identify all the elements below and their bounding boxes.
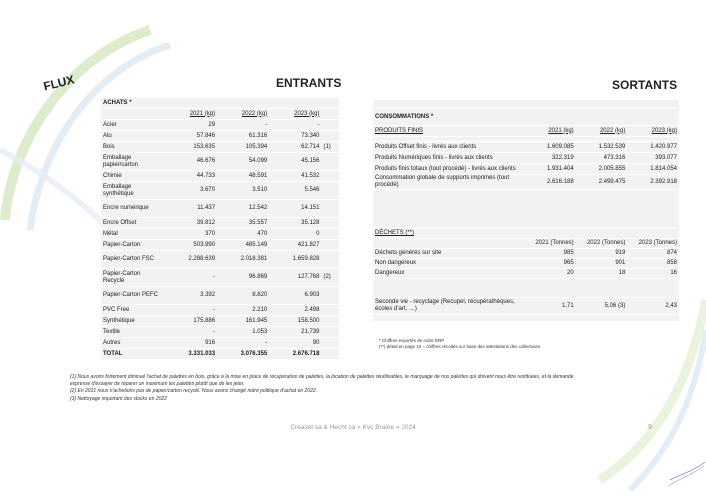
row-note [321,200,339,218]
table-row [373,164,679,175]
entrants-heading: ENTRANTS [276,76,342,90]
value-2023: 21.739 [269,327,321,338]
seconde-vie-2021: 1,71 [524,298,576,315]
value-2022: 35.557 [217,218,269,229]
table-row [101,240,339,251]
table-row [101,229,339,240]
sortants-heading: SORTANTS [612,78,678,92]
table-row [373,100,679,109]
row-note [321,327,339,338]
value-2023: 6.903 [269,287,321,305]
value-2021: 2.616.188 [524,175,576,190]
value-2021: 57.846 [165,131,217,142]
footnote-2: (2) En 2021 nous n'achetions pas de papier/carton recyclé. Nous avons changé notre politique d'achat en 2022. [70,388,318,394]
table-row [101,171,339,182]
value-2022: 105.394 [217,142,269,153]
value-2023: 62.714 [269,142,321,153]
value-2023: 1.420.977 [627,142,679,153]
value-2022: 161.945 [217,316,269,327]
row-label: Emballage papier/carton [101,153,165,171]
table-row [373,109,679,126]
value-2023: 2.498 [269,305,321,316]
achats-table [101,98,339,360]
row-note [321,131,339,142]
produits-finis-label: PRODUITS FINIS [373,126,524,137]
row-label: Produits finis totaux (tout procédé) - livrés aux clients [373,164,524,175]
row-label: Papier-Carton PEFC [101,287,165,305]
table-row [101,131,339,142]
table-header-row [373,126,679,137]
value-2021: 29 [165,120,217,131]
value-2021: 322.319 [524,153,576,164]
achats-title: ACHATS * [101,98,339,109]
value-2021: - [165,269,217,287]
value-2021: 1.931.404 [524,164,576,175]
value-2022: 61.316 [217,131,269,142]
value-2021: 985 [524,249,576,259]
seconde-vie-2022: 5,06 (3) [576,298,628,315]
value-2022: 18 [576,269,628,279]
table-row [101,327,339,338]
page-footer: Créaset sa & Hecht sa « Kvc Braine » 2024 [290,424,416,431]
value-2022: 901 [576,259,628,269]
column-header: 2021 (kg) [524,126,576,137]
value-2021: 3.670 [165,182,217,200]
value-2022: - [217,120,269,131]
value-2021: 2.288.639 [165,251,217,269]
row-note: (1) [321,142,339,153]
value-2021: 370 [165,229,217,240]
row-label: Encre numérique [101,200,165,218]
row-note [321,153,339,171]
row-note [321,251,339,269]
column-header: 2023 (Tonnes) [627,239,679,249]
value-2021: 44.733 [165,171,217,182]
flux-heading: FLUX [42,72,76,94]
row-label: Déchets générés sur site [373,249,524,259]
row-note [321,287,339,305]
total-2023: 2.676.718 [269,349,321,360]
value-2021: 503.990 [165,240,217,251]
row-label: Dangereux [373,269,524,279]
value-2023: 0 [269,229,321,240]
value-2023: 73.340 [269,131,321,142]
notes-right [379,338,579,349]
value-2023: 35.128 [269,218,321,229]
seconde-vie-row [373,298,679,315]
row-label: Alu [101,131,165,142]
total-row [101,349,339,360]
seconde-vie-label: Seconde vie - recyclage (Recupel, récupérathèques, écoles d'art, …) [373,298,524,315]
value-2022: 12.542 [217,200,269,218]
column-header: 2022 (kg) [576,126,628,137]
table-row [101,153,339,171]
consommations-title: CONSOMMATIONS * [373,109,679,126]
value-2021: 1.609.085 [524,142,576,153]
column-header: 2023 (kg) [269,109,321,120]
row-label: Bois [101,142,165,153]
value-2022: 96.869 [217,269,269,287]
table-header-row [101,109,339,120]
row-label: Produits Offset finis - livrés aux clients [373,142,524,153]
row-label: Papier-Carton Recyclé [101,269,165,287]
value-2021: 39.812 [165,218,217,229]
note-dechets: (**) détail en page 10 – chiffres récoltés sur base des attestations des collecteurs [379,343,541,349]
row-label: Papier-Carton [101,240,165,251]
value-2021: 11.437 [165,200,217,218]
value-2022: 2.018.381 [217,251,269,269]
row-note [321,316,339,327]
row-label: Produits Numériques finis - livrés aux clients [373,153,524,164]
row-label: Autres [101,338,165,349]
row-note [321,229,339,240]
column-header: 2022 (Tonnes) [576,239,628,249]
table-row [373,269,679,279]
value-2023: 2.392.918 [627,175,679,190]
value-2023: 421.827 [269,240,321,251]
value-2022: 1.053 [217,327,269,338]
table-row [373,229,679,239]
total-label: TOTAL [101,349,165,360]
row-note [321,120,339,131]
value-2022: 2.499.475 [576,175,628,190]
value-2022: 48.591 [217,171,269,182]
value-2022: 8.820 [217,287,269,305]
value-2022: 919 [576,249,628,259]
value-2021: 3.392 [165,287,217,305]
value-2022: 470 [217,229,269,240]
table-row [373,249,679,259]
table-row [101,338,339,349]
value-2021: - [165,305,217,316]
row-note [321,305,339,316]
footnotes [70,374,590,403]
total-2021: 3.331.033 [165,349,217,360]
value-2023: 45.156 [269,153,321,171]
table-row [101,98,339,109]
table-row [373,259,679,269]
table-row [101,120,339,131]
table-row [101,142,339,153]
value-2023: 1.659.828 [269,251,321,269]
table-row [373,190,679,229]
value-2021: 153.635 [165,142,217,153]
row-label: Synthétique [101,316,165,327]
row-note [321,171,339,182]
table-row [101,251,339,269]
value-2021: 46.676 [165,153,217,171]
footnote-3: (3) Nettoyage important des stocks en 2022 [70,395,167,402]
table-header-row [373,239,679,249]
value-2021: 175.886 [165,316,217,327]
value-2023: 14.151 [269,200,321,218]
row-label: Métal [101,229,165,240]
value-2022: 2.005.855 [576,164,628,175]
table-row [373,279,679,298]
table-row [373,175,679,190]
value-2022: 1.532.539 [576,142,628,153]
value-2021: - [165,327,217,338]
table-row [101,218,339,229]
row-label: Chimie [101,171,165,182]
row-note [321,338,339,349]
value-2022: 54.099 [217,153,269,171]
value-2023: 5.546 [269,182,321,200]
table-row [373,315,679,322]
table-row [373,142,679,153]
value-2023: 874 [627,249,679,259]
value-2022: 2.210 [217,305,269,316]
total-2022: 3.076.355 [217,349,269,360]
value-2022: 3.510 [217,182,269,200]
value-2022: 473.316 [576,153,628,164]
footnote-1: (1) Nous avons fortement diminué l'achat de palettes en bois, grâce à la mise en place de récupération de palettes, la location de palettes réutilisables, le marquage de nos palettes qui doivent nous être restituées, et la demande expresse d'essayer de réparer un maximum les palettes plutôt que de les jeter. [70,374,574,387]
value-2023: 127.768 [269,269,321,287]
row-note [321,240,339,251]
value-2023: 858 [627,259,679,269]
seconde-vie-2023: 2,43 [627,298,679,315]
table-row [101,269,339,287]
dechets-label: DÉCHETS (**) [373,229,524,239]
table-row [101,287,339,305]
row-note: (2) [321,269,339,287]
row-label: Consommation globale de supports imprimés (tout procédé) [373,175,524,190]
value-2023: 393.077 [627,153,679,164]
value-2023: 16 [627,269,679,279]
row-label: Emballage synthétique [101,182,165,200]
table-row [373,153,679,164]
value-2023: - [269,120,321,131]
consommations-table [373,100,679,322]
note-erp: * Chiffres exportés de notre ERP [379,338,445,343]
value-2022: 485.149 [217,240,269,251]
page-number: 9 [648,424,652,431]
row-label: Acier [101,120,165,131]
table-row [101,316,339,327]
value-2022: - [217,338,269,349]
value-2021: 965 [524,259,576,269]
row-label: Textile [101,327,165,338]
column-header: 2023 (kg) [627,126,679,137]
row-label: Papier-Carton FSC [101,251,165,269]
table-row [101,182,339,200]
value-2023: 41.532 [269,171,321,182]
row-label: Encre Offset [101,218,165,229]
value-2021: 916 [165,338,217,349]
row-label: Non dangereux [373,259,524,269]
row-note [321,218,339,229]
row-label: PVC Free [101,305,165,316]
value-2023: 90 [269,338,321,349]
value-2023: 158.500 [269,316,321,327]
row-note [321,182,339,200]
column-header: 2022 (kg) [217,109,269,120]
column-header: 2021 (Tonnes) [524,239,576,249]
table-row [101,305,339,316]
value-2023: 1.814.054 [627,164,679,175]
table-row [101,200,339,218]
value-2021: 20 [524,269,576,279]
column-header: 2021 (kg) [165,109,217,120]
